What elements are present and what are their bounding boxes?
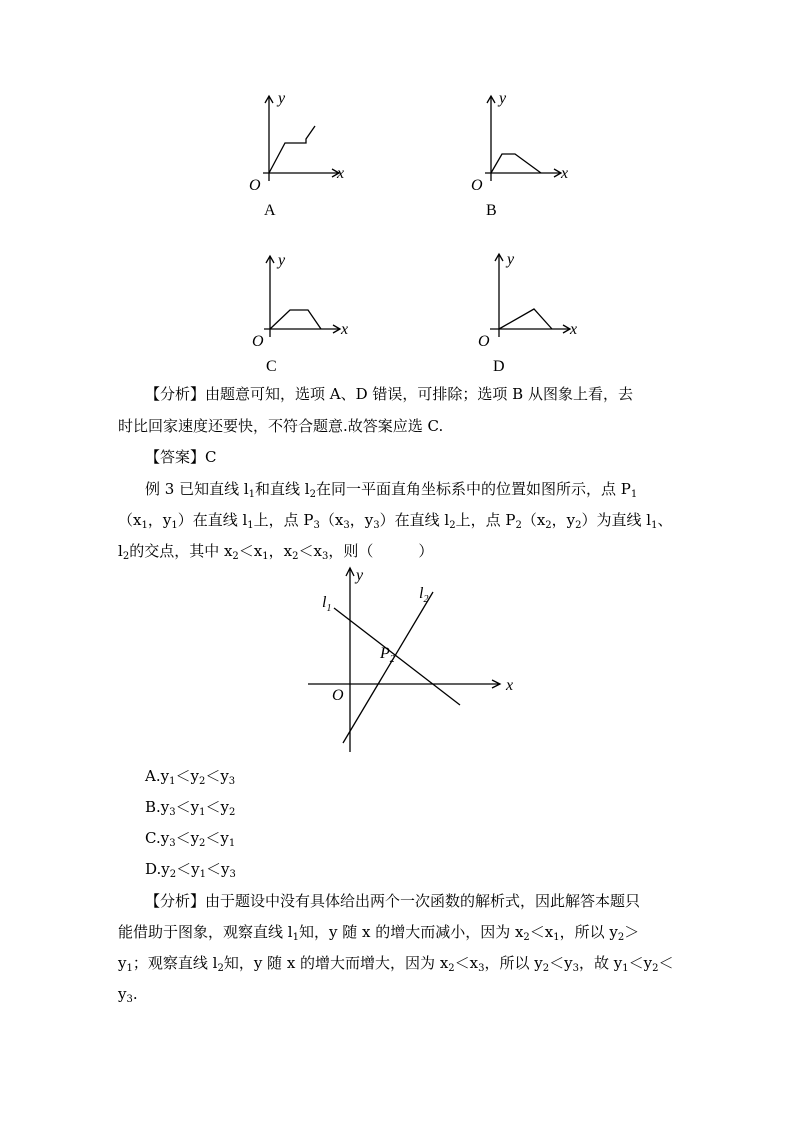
lines-figure	[300, 560, 530, 760]
analysis-line: 【分析】由题意可知，选项 A、D 错误，可排除；选项 B 从图象上看，去	[145, 385, 633, 403]
option-d: $D.y_2<y_1<y_3$	[145, 860, 236, 880]
line-l1	[334, 608, 460, 705]
x-label: x	[506, 677, 514, 694]
graph-c-caption: C	[266, 358, 277, 375]
x-label: x	[337, 165, 345, 182]
y-label: y	[278, 90, 286, 107]
answer-line: 【答案】C	[145, 448, 217, 466]
l2-label: $l_2$	[419, 585, 429, 605]
example-line: 例 3 已知直线 $l_1$和直线 $l_2$在同一平面直角坐标系中的位置如图所示，点 $P_1$	[145, 480, 638, 500]
l1-label: $l_1$	[322, 594, 332, 614]
graph-curve	[269, 126, 315, 173]
origin-label: O	[478, 333, 490, 350]
analysis-line: 【分析】由于题设中没有具体给出两个一次函数的解析式，因此解答本题只	[145, 892, 641, 910]
p2-label: $P_2$	[380, 645, 395, 665]
option-a: $A.y_1<y_2<y_3$	[145, 767, 236, 787]
option-b: $B.y_3<y_1<y_2$	[145, 798, 236, 818]
origin-label: O	[471, 177, 483, 194]
graph-curve	[270, 310, 321, 329]
graph-c	[250, 248, 370, 353]
line-l2	[343, 592, 433, 743]
analysis-line: 能借助于图象，观察直线 $l_1$知，y 随 x 的增大而减小，因为 $x_2<x_1$，所以 $y_2>$	[118, 923, 640, 943]
origin-label: O	[252, 333, 264, 350]
graph-curve	[499, 309, 552, 329]
graph-a	[245, 90, 365, 195]
analysis-line: 时比回家速度还要快，不符合题意.故答案应选 C.	[118, 417, 444, 435]
example-line: $l_2$的交点，其中 $x_2<x_1$，$x_2<x_3$，则（ ）	[118, 542, 434, 562]
graph-curve	[491, 154, 541, 173]
analysis-line: $y_3$.	[118, 985, 138, 1005]
x-label: x	[570, 321, 578, 338]
graph-a-caption: A	[264, 202, 276, 219]
example-line: （$x_1$，$y_1$）在直线 $l_1$上，点 $P_3(x_3$，$y_3$）在直线 $l_2$上，点 $P_2(x_2$，$y_2$）为直线 $l_1$、	[118, 511, 673, 531]
origin-label: O	[249, 177, 261, 194]
analysis-line: $y_1$；观察直线 $l_2$知，y 随 x 的增大而增大，因为 $x_2<x_3$，所以 $y_2<y_3$，故 $y_1<y_2<$	[118, 954, 674, 974]
graph-b	[467, 90, 587, 195]
graph-d	[472, 248, 592, 353]
origin-label: O	[332, 687, 344, 704]
y-label: y	[356, 567, 364, 584]
option-c: $C.y_3<y_2<y_1$	[145, 829, 236, 849]
y-label: y	[507, 251, 515, 268]
y-label: y	[278, 252, 286, 269]
graph-d-caption: D	[493, 358, 505, 375]
graph-b-caption: B	[486, 202, 497, 219]
x-label: x	[341, 321, 349, 338]
y-label: y	[499, 90, 507, 107]
x-label: x	[561, 165, 569, 182]
